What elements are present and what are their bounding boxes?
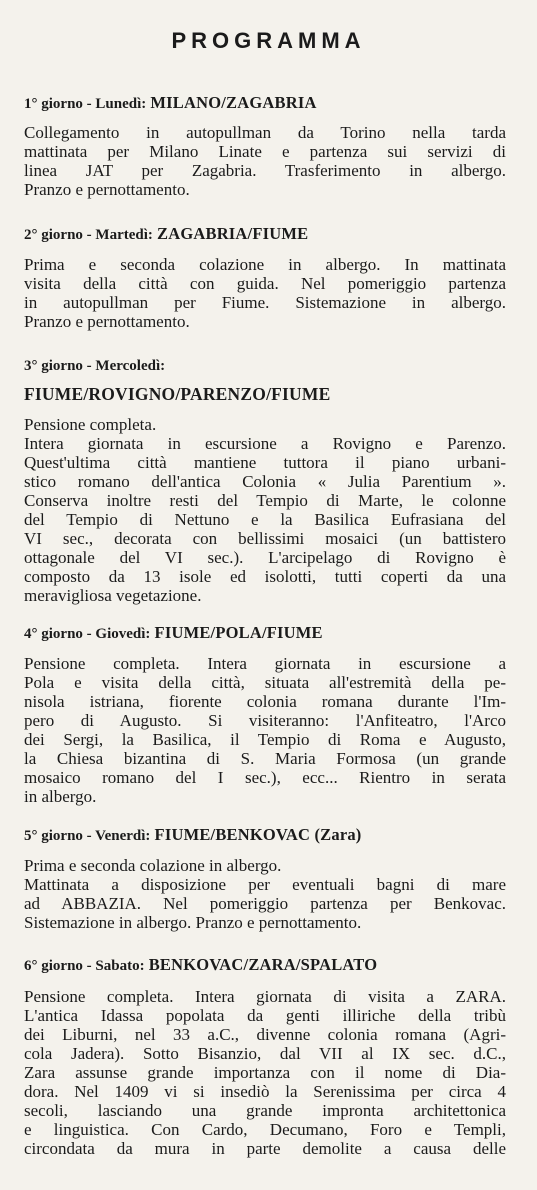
text-line: Sistemazione in albergo. Pranzo e pernottamento. bbox=[24, 913, 362, 932]
text-line: L'antica Idassa popolata da genti illiriche della tribù bbox=[24, 1006, 506, 1025]
text-line: dora. Nel 1409 vi si insediò la Serenissima per circa 4 bbox=[24, 1082, 506, 1101]
text-line: Pensione completa. Intera giornata in escursione a bbox=[24, 654, 506, 673]
text-line: nisola istriana, fiorente colonia romana durante l'Im- bbox=[24, 692, 506, 711]
page-title: PROGRAMMA bbox=[171, 28, 366, 53]
text-line: Intera giornata in escursione a Rovigno e Parenzo. bbox=[24, 434, 506, 453]
text-line: meravigliosa vegetazione. bbox=[24, 586, 202, 605]
day-4-label: 4° giorno - Giovedì: bbox=[24, 626, 151, 642]
day-6-text bbox=[24, 987, 506, 1158]
text-line: stico romano dell'antica Colonia « Julia Parentium ». bbox=[24, 472, 506, 491]
day-4-route: FIUME/POLA/FIUME bbox=[154, 623, 323, 642]
text-line: Quest'ultima città mantiene tuttora il piano urbani- bbox=[24, 453, 506, 472]
text-line: dei Liburni, nel 33 a.C., divenne colonia romana (Agri- bbox=[24, 1025, 506, 1044]
day-2-route: ZAGABRIA/FIUME bbox=[157, 224, 309, 243]
text-line: ad ABBAZIA. Nel pomeriggio partenza per Benkovac. bbox=[24, 894, 506, 913]
day-2-heading bbox=[24, 224, 308, 244]
text-line: VI sec., decorata con bellissimi mosaici (un battistero bbox=[24, 529, 506, 548]
day-1-heading bbox=[24, 93, 317, 113]
text-line: la Chiesa bizantina di S. Maria Formosa (un grande bbox=[24, 749, 506, 768]
text-line: Pensione completa. Intera giornata di visita a ZARA. bbox=[24, 987, 506, 1006]
text-line: Pensione completa. bbox=[24, 415, 157, 434]
day-1-text bbox=[24, 123, 506, 199]
text-line: cola Jadera). Sotto Bisanzio, dal VII al IX sec. d.C., bbox=[24, 1044, 506, 1063]
text-line: e linguistica. Con Cardo, Decumano, Foro e Templi, bbox=[24, 1120, 506, 1139]
text-line: in albergo. bbox=[24, 787, 97, 806]
text-line: mosaico romano del I sec.), ecc... Rientro in serata bbox=[24, 768, 506, 787]
text-line: mattinata per Milano Linate e partenza sui servizi di bbox=[24, 142, 506, 161]
text-line: in autopullman per Fiume. Sistemazione in albergo. bbox=[24, 293, 506, 312]
day-2-text bbox=[24, 255, 506, 331]
day-6-route: BENKOVAC/ZARA/SPALATO bbox=[148, 955, 378, 974]
day-3-text bbox=[24, 415, 506, 605]
text-line: visita della città con guida. Nel pomeriggio partenza bbox=[24, 274, 506, 293]
day-5-text bbox=[24, 856, 506, 932]
day-4-text bbox=[24, 654, 506, 806]
text-line: composto da 13 isole ed isolotti, tutti coperti da una bbox=[24, 567, 506, 586]
day-3-label: 3° giorno - Mercoledì: bbox=[24, 358, 166, 374]
day-6-label: 6° giorno - Sabato: bbox=[24, 958, 145, 974]
text-line: secoli, lasciando una grande impronta architettonica bbox=[24, 1101, 506, 1120]
text-line: linea JAT per Zagabria. Trasferimento in albergo. bbox=[24, 161, 506, 180]
text-line: Prima e seconda colazione in albergo. In mattinata bbox=[24, 255, 506, 274]
text-line: dei Sergi, la Basilica, il Tempio di Roma e Augusto, bbox=[24, 730, 506, 749]
text-line: Zara assunse grande importanza con il nome di Dia- bbox=[24, 1063, 506, 1082]
day-5-route: FIUME/BENKOVAC (Zara) bbox=[154, 825, 362, 844]
text-line: Mattinata a disposizione per eventuali bagni di mare bbox=[24, 875, 506, 894]
text-line: Prima e seconda colazione in albergo. bbox=[24, 856, 282, 875]
day-2-label: 2° giorno - Martedì: bbox=[24, 227, 153, 243]
text-line: Conserva inoltre resti del Tempio di Marte, le colonne bbox=[24, 491, 506, 510]
text-line: del Tempio di Nettuno e la Basilica Eufrasiana del bbox=[24, 510, 506, 529]
day-4-heading bbox=[24, 623, 323, 643]
text-line: Collegamento in autopullman da Torino nella tarda bbox=[24, 123, 506, 142]
text-line: pero di Augusto. Si visiteranno: l'Anfiteatro, l'Arco bbox=[24, 711, 506, 730]
day-5-label: 5° giorno - Venerdì: bbox=[24, 828, 151, 844]
text-line: circondata da mura in parte demolite a causa delle bbox=[24, 1139, 506, 1158]
day-3-heading bbox=[24, 355, 165, 375]
day-1-route: MILANO/ZAGABRIA bbox=[150, 93, 317, 112]
text-line: Pranzo e pernottamento. bbox=[24, 312, 190, 331]
text-line: ottagonale del VI sec.). L'arcipelago di Rovigno è bbox=[24, 548, 506, 567]
day-5-heading bbox=[24, 825, 361, 845]
text-line: Pranzo e pernottamento. bbox=[24, 180, 190, 199]
text-line: Pola e visita della città, situata all'estremità della pe- bbox=[24, 673, 506, 692]
day-1-label: 1° giorno - Lunedì: bbox=[24, 96, 147, 112]
day-6-heading bbox=[24, 955, 377, 975]
day-3-route: FIUME/ROVIGNO/PARENZO/FIUME bbox=[24, 384, 331, 404]
